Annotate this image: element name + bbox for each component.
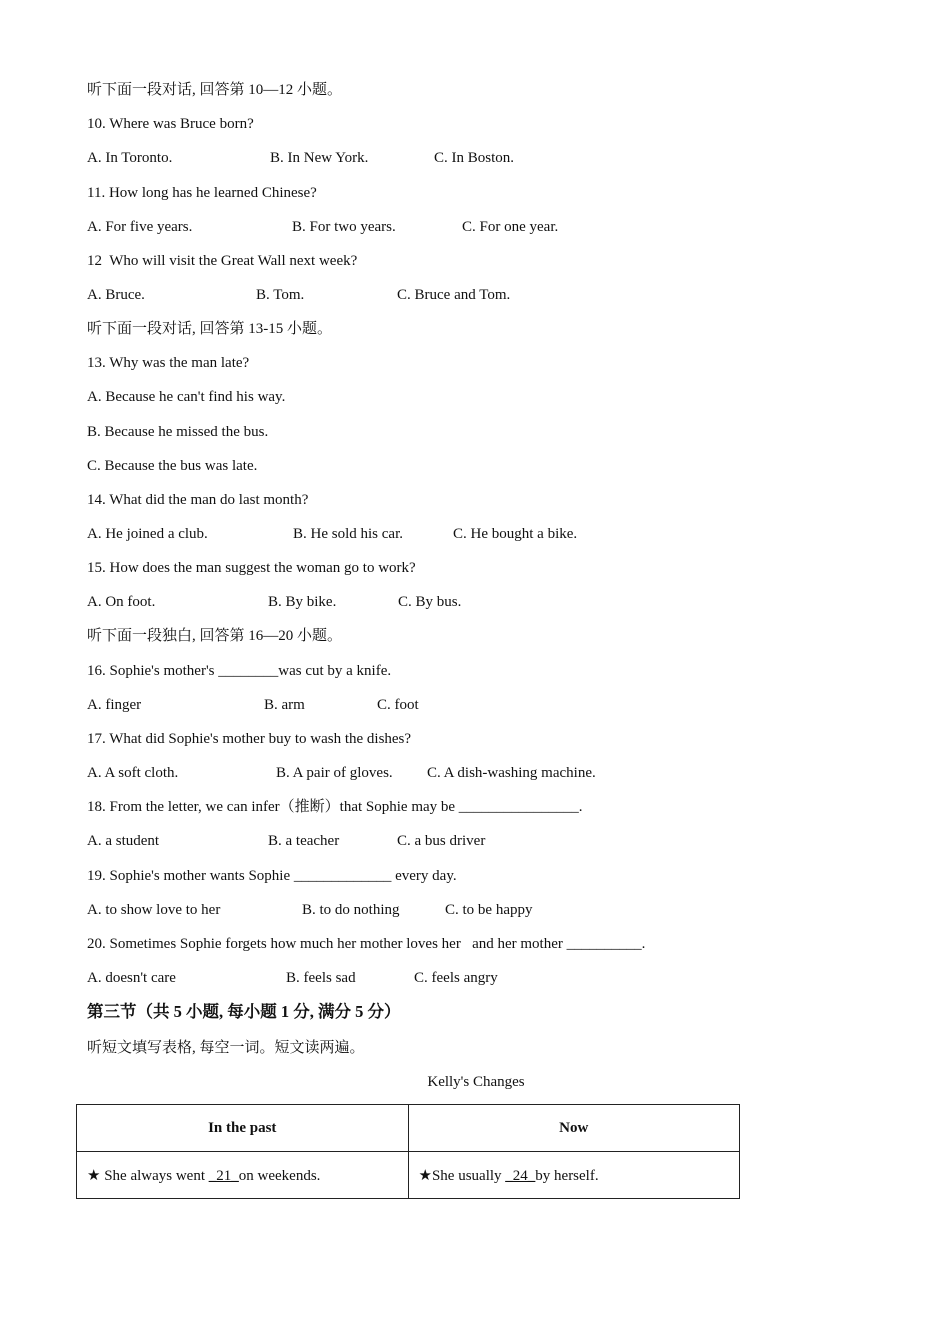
section-intro-13-15: 听下面一段对话, 回答第 13-15 小题。 [87,321,332,337]
option-18c: C. a bus driver [397,833,486,849]
option-15c: C. By bus. [398,594,462,610]
cell-past-21 [77,1152,409,1199]
option-20c: C. feels angry [414,970,498,986]
cell-text: on weekends. [238,1167,321,1184]
option-20a: A. doesn't care [87,970,176,986]
option-19c: C. to be happy [445,902,533,918]
option-15b: B. By bike. [268,594,337,610]
question-20: 20. Sometimes Sophie forgets how much her mother loves her and her mother __________. [87,936,646,952]
option-17a: A. A soft cloth. [87,765,179,781]
question-12: 12 Who will visit the Great Wall next week? [87,253,358,269]
option-19b: B. to do nothing [302,902,400,918]
cell-text: by herself. [535,1167,599,1184]
question-11: 11. How long has he learned Chinese? [87,185,317,201]
table-header-row [77,1105,740,1152]
option-10c: C. In Boston. [434,150,515,166]
option-16b: B. arm [264,697,305,713]
option-20b: B. feels sad [286,970,356,986]
option-11b: B. For two years. [292,219,396,235]
option-17c: C. A dish-washing machine. [427,765,596,781]
question-15: 15. How does the man suggest the woman go to work? [87,560,416,576]
table-row [77,1152,740,1199]
option-12b: B. Tom. [256,287,305,303]
option-16a: A. finger [87,697,142,713]
part3-instruction: 听短文填写表格, 每空一词。短文读两遍。 [87,1040,365,1056]
option-14b: B. He sold his car. [293,526,403,542]
option-14a: A. He joined a club. [87,526,208,542]
table-title: Kelly's Changes [427,1074,525,1090]
column-header-now: Now [408,1105,740,1152]
option-10b: B. In New York. [270,150,369,166]
kelly-changes-table [76,1104,740,1199]
option-11a: A. For five years. [87,219,193,235]
question-17: 17. What did Sophie's mother buy to wash the dishes? [87,731,412,747]
option-18b: B. a teacher [268,833,340,849]
blank-21: _21_ [208,1167,239,1184]
question-14: 14. What did the man do last month? [87,492,309,508]
section-intro-10-12: 听下面一段对话, 回答第 10—12 小题。 [87,82,343,98]
section-intro-16-20: 听下面一段独白, 回答第 16—20 小题。 [87,628,343,644]
cell-text: ★She usually [418,1167,506,1184]
option-13a: A. Because he can't find his way. [87,389,286,405]
option-12a: A. Bruce. [87,287,145,303]
question-13: 13. Why was the man late? [87,355,250,371]
option-14c: C. He bought a bike. [453,526,578,542]
option-13b: B. Because he missed the bus. [87,424,269,440]
column-header-past: In the past [77,1105,409,1152]
option-18a: A. a student [87,833,160,849]
cell-text: ★ She always went [87,1167,209,1184]
option-19a: A. to show love to her [87,902,221,918]
question-18: 18. From the letter, we can infer（推断）that Sophie may be ________________. [87,799,583,815]
option-11c: C. For one year. [462,219,559,235]
option-17b: B. A pair of gloves. [276,765,393,781]
question-10: 10. Where was Bruce born? [87,116,254,132]
cell-now-24 [408,1152,740,1199]
blank-24: _24_ [505,1167,536,1184]
option-16c: C. foot [377,697,419,713]
option-12c: C. Bruce and Tom. [397,287,511,303]
option-10a: A. In Toronto. [87,150,173,166]
question-16: 16. Sophie's mother's ________was cut by a knife. [87,663,392,679]
option-13c: C. Because the bus was late. [87,458,258,474]
question-19: 19. Sophie's mother wants Sophie _____________ every day. [87,868,457,884]
part3-heading: 第三节（共 5 小题, 每小题 1 分, 满分 5 分） [87,1002,401,1021]
option-15a: A. On foot. [87,594,156,610]
